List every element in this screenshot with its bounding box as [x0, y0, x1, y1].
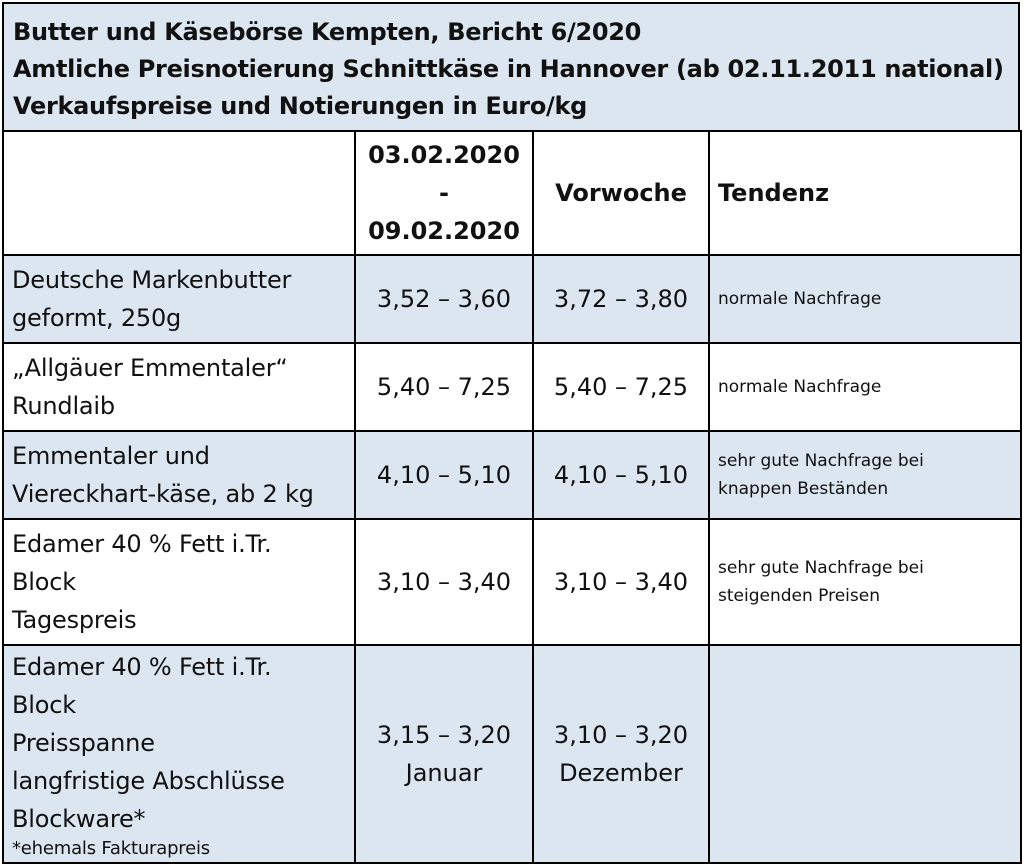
table-header-row [3, 131, 1021, 255]
product-line: „Allgäuer Emmentaler“ [12, 354, 288, 382]
product-line: Emmentaler und [12, 442, 210, 470]
header-product [3, 131, 355, 255]
table-row [3, 519, 1021, 645]
trend-cell [709, 519, 1021, 645]
table-row [3, 255, 1021, 343]
previous-price: 3,72 – 3,80 [533, 255, 709, 343]
product-cell [3, 431, 355, 519]
product-cell [3, 255, 355, 343]
product-line: Block [12, 568, 76, 596]
previous-price: 3,10 – 3,20 [553, 721, 689, 749]
product-line: Block [12, 691, 76, 719]
table-row [3, 431, 1021, 519]
report-title: Butter und Käsebörse Kempten, Bericht 6/2020 [13, 18, 642, 46]
trend-line: sehr gute Nachfrage bei [718, 558, 924, 578]
trend-line: knappen Beständen [718, 479, 889, 499]
product-line: Rundlaib [12, 392, 115, 420]
current-price: 3,10 – 3,40 [355, 519, 533, 645]
table-row [3, 343, 1021, 431]
current-price: 4,10 – 5,10 [355, 431, 533, 519]
table-row [3, 645, 1021, 863]
trend-line: steigenden Preisen [718, 586, 880, 606]
previous-price: 3,10 – 3,40 [533, 519, 709, 645]
header-previous: Vorwoche [533, 131, 709, 255]
product-footnote: *ehemals Fakturapreis [12, 838, 210, 859]
product-cell [3, 343, 355, 431]
product-line: Blockware* [12, 805, 146, 833]
trend-line: sehr gute Nachfrage bei [718, 451, 924, 471]
current-price: 5,40 – 7,25 [355, 343, 533, 431]
product-line: langfristige Abschlüsse [12, 767, 285, 795]
previous-price: 5,40 – 7,25 [533, 343, 709, 431]
product-line: Preisspanne [12, 729, 155, 757]
previous-price-cell [533, 645, 709, 863]
report-header [2, 2, 1020, 132]
header-current-to: 09.02.2020 [368, 217, 520, 245]
trend-cell [709, 645, 1021, 863]
product-line: geformt, 250g [12, 304, 182, 332]
report-units: Verkaufspreise und Notierungen in Euro/kg [13, 92, 588, 120]
header-current-sep: - [439, 179, 449, 207]
trend-cell [709, 431, 1021, 519]
price-table [2, 130, 1022, 864]
current-price-note: Januar [405, 759, 483, 787]
product-line: Edamer 40 % Fett i.Tr. [12, 530, 272, 558]
trend-line: normale Nachfrage [718, 289, 882, 309]
product-cell [3, 645, 355, 863]
product-line: Deutsche Markenbutter [12, 266, 292, 294]
product-line: Tagespreis [12, 606, 137, 634]
trend-cell [709, 343, 1021, 431]
current-price: 3,52 – 3,60 [355, 255, 533, 343]
report-subtitle: Amtliche Preisnotierung Schnittkäse in Hannover (ab 02.11.2011 national) [13, 55, 1004, 83]
product-line: Edamer 40 % Fett i.Tr. [12, 653, 272, 681]
header-trend: Tendenz [709, 131, 1021, 255]
header-current-period [355, 131, 533, 255]
previous-price: 4,10 – 5,10 [533, 431, 709, 519]
trend-cell [709, 255, 1021, 343]
current-price-cell [355, 645, 533, 863]
product-cell [3, 519, 355, 645]
current-price: 3,15 – 3,20 [376, 721, 512, 749]
previous-price-note: Dezember [559, 759, 683, 787]
trend-line: normale Nachfrage [718, 377, 882, 397]
product-line: Viereckhart-käse, ab 2 kg [12, 480, 314, 508]
header-current-from: 03.02.2020 [368, 141, 520, 169]
